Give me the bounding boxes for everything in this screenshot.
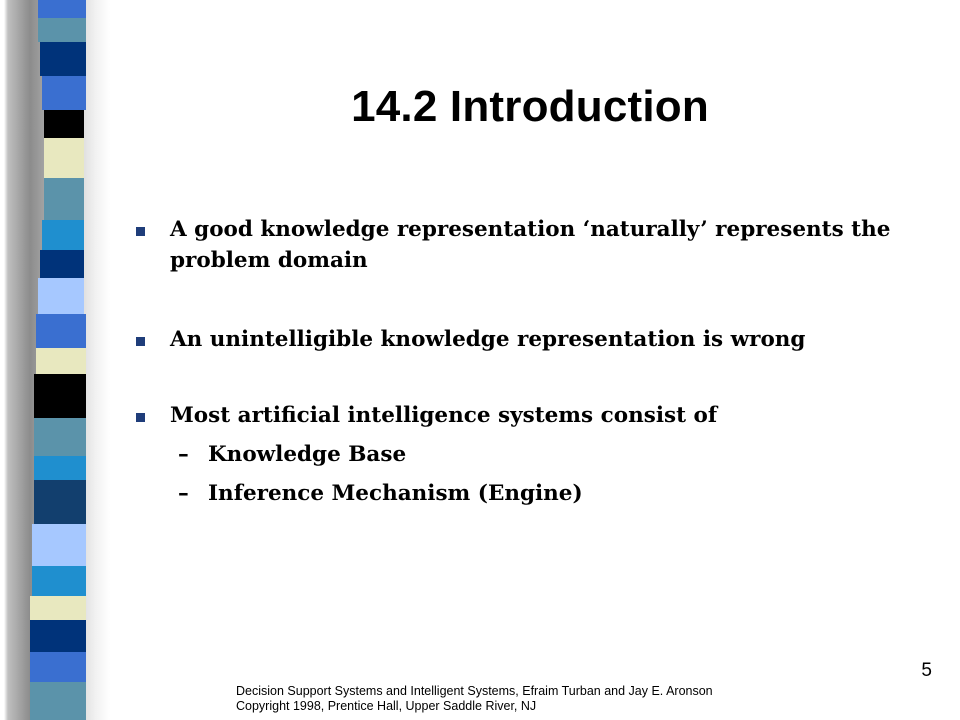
sub-item-text: Inference Mechanism (Engine) — [208, 481, 583, 506]
bullet-text: Most artificial intelligence systems consist of — [170, 403, 718, 428]
stripe-block — [32, 524, 86, 566]
dash-marker: – — [178, 442, 189, 467]
square-bullet-icon — [136, 337, 145, 346]
stripe-block — [40, 250, 84, 278]
bullet-text: A good knowledge representation ‘naturally’ represents the problem domain — [170, 217, 891, 273]
stripe-block — [38, 0, 86, 18]
square-bullet-icon — [136, 227, 145, 236]
stripe-block — [42, 220, 84, 250]
stripe-block — [36, 348, 86, 374]
footer-line-2: Copyright 1998, Prentice Hall, Upper Saddle River, NJ — [236, 699, 537, 713]
stripe-block — [44, 138, 84, 178]
footer-line-1: Decision Support Systems and Intelligent Systems, Efraim Turban and Jay E. Aronson — [236, 684, 713, 698]
stripe-block — [30, 682, 86, 720]
slide-title: 14.2 Introduction — [351, 82, 709, 131]
stripe-block — [34, 456, 86, 480]
stripe-block — [38, 18, 86, 42]
stripe-block — [30, 596, 86, 620]
stripe-block — [32, 566, 86, 596]
stripe-block — [44, 110, 84, 138]
stripe-block — [44, 178, 84, 220]
page-number: 5 — [921, 660, 932, 681]
sub-item-text: Knowledge Base — [208, 442, 407, 467]
stripe-block — [36, 314, 86, 348]
stripe-block — [30, 620, 86, 652]
stripe-block — [40, 42, 86, 76]
bullet-text: An unintelligible knowledge representation is wrong — [170, 327, 806, 352]
stripe-block — [34, 480, 86, 524]
stripe-block — [42, 76, 86, 110]
stripe-block — [38, 278, 84, 314]
decorative-stripe — [0, 0, 110, 720]
stripe-block — [34, 374, 86, 418]
stripe-block — [30, 652, 86, 682]
footer-citation — [236, 684, 836, 714]
stripe-block — [34, 418, 86, 456]
square-bullet-icon — [136, 413, 145, 422]
dash-marker: – — [178, 481, 189, 506]
